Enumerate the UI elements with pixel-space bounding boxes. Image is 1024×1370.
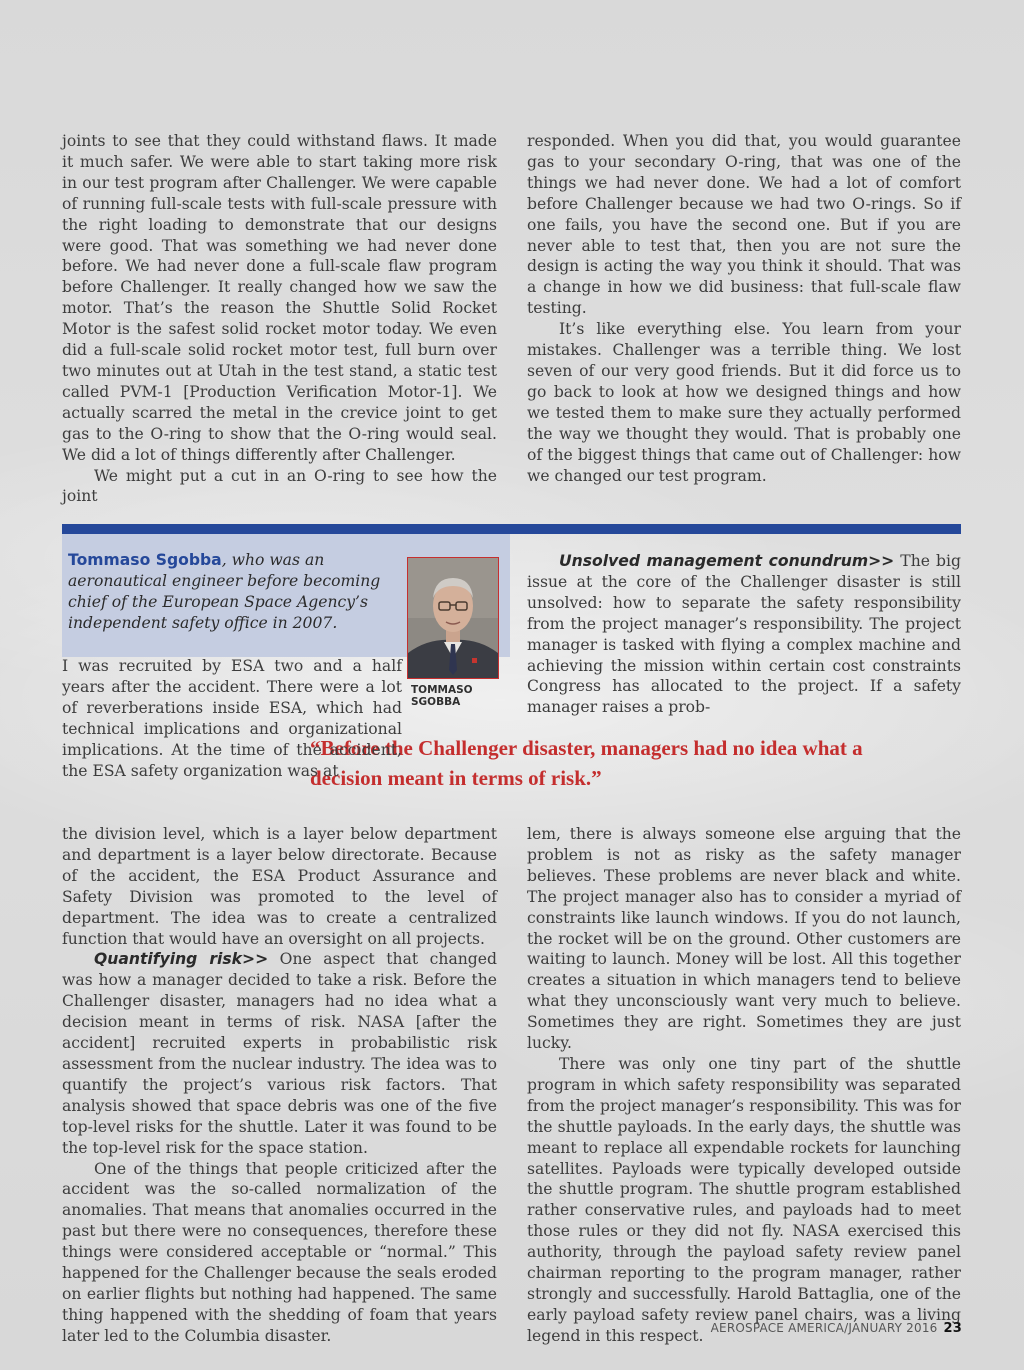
top-left-column xyxy=(62,131,497,507)
lower-right-upper-text xyxy=(527,551,961,718)
portrait-illustration xyxy=(408,558,498,678)
page-number: 23 xyxy=(943,1321,962,1336)
section-divider xyxy=(62,524,961,534)
lower-right-paragraph-1a xyxy=(527,551,961,718)
top-left-paragraph-2: We might put a cut in an O-ring to see how the joint xyxy=(62,466,497,506)
publication-name: AEROSPACE AMERICA/JANUARY 2016 xyxy=(710,1321,938,1335)
lower-left-paragraph-3: One of the things that people criticized after the accident was the so-called normalization of the anomalies. That means that anomalies occurred in the past but there were no consequences, therefore these things were considered acceptable or “normal.” This happened for the Challenger because the seals eroded on earlier flights but nothing had happened. The same thing happened with the shedding of foam that years later led to the Columbia disaster. xyxy=(62,1159,497,1345)
bio-intro xyxy=(68,550,403,634)
bio-name: Tommaso Sgobba xyxy=(68,551,222,569)
lower-left-narrow-text xyxy=(62,656,402,781)
lower-right-paragraph-1b: lem, there is always someone else arguing that the problem is not as risky as the safety manager believes. These problems are never black and white. The project manager also has to consider a myriad of constraints like launch windows. If you do not launch, the rocket will be on the ground. Other customers are waiting to launch. Money will be lost. All this together creates a situation in which managers tend to believe what they unconsciously want very much to believe. Sometimes they are right. Sometimes they are just lucky. xyxy=(527,825,961,1053)
unsolved-management-heading: Unsolved management conundrum>> xyxy=(559,552,895,570)
lower-left-column xyxy=(62,824,497,1347)
page-footer xyxy=(700,1321,962,1336)
unsolved-management-text: The big issue at the core of the Challenger disaster is still unsolved: how to separate the safety responsibility from the project manager’s responsibility. The project manager is tasked with flying a complex machine and achieving the mission within certain cost constraints Congress has allocated to the project. If a safety manager raises a prob- xyxy=(527,552,961,717)
top-right-paragraph-1: responded. When you did that, you would guarantee gas to your secondary O-ring, that was one of the things we had never done. We had a lot of comfort before Challenger because we had two O-rings. So if one fails, you have the second one. But if you are never able to test that, then you are not sure the design is acting the way you think it should. That was a change in how we did business: that full-scale flaw testing. xyxy=(527,132,961,318)
lower-left-paragraph-2 xyxy=(62,949,497,1158)
top-right-paragraph-2: It’s like everything else. You learn from your mistakes. Challenger was a terrible thing. We lost seven of our very good friends. But it did force us to go back to look at how we designed things and how we tested them to make sure they actually performed the way we thought they would. That is probably one of the biggest things that came out of Challenger: how we changed our test program. xyxy=(527,320,961,485)
top-right-column xyxy=(527,131,961,486)
portrait-photo xyxy=(407,557,499,679)
lower-left-paragraph-1b: the division level, which is a layer below department and department is a layer below directorate. Because of the accident, the ESA Product Assurance and Safety Division was promoted to the level of department. The idea was to create a centralized function that would have an oversight on all projects. xyxy=(62,825,497,948)
quantifying-risk-text: One aspect that changed was how a manager decided to take a risk. Before the Challenger disaster, managers had no idea what a decision meant in terms of risk. NASA [after the accident] recruited experts in probabilistic risk assessment from the nuclear industry. The idea was to quantify the project’s various risk factors. That analysis showed that space debris was one of the five top-level risks for the shuttle. Later it was found to be the top-level risk for the space station. xyxy=(62,950,497,1157)
bio-description: , who was an aeronautical engineer before becoming chief of the European Space Agency’s independent safety office in 2007. xyxy=(68,551,381,632)
lower-right-column xyxy=(527,824,961,1347)
pull-quote: “Before the Challenger disaster, managers had no idea what a decision meant in terms of risk.” xyxy=(310,736,863,790)
top-left-paragraph-1: joints to see that they could withstand flaws. It made it much safer. We were able to start taking more risk in our test program after Challenger. We were capable of running full-scale tests with full-scale pressure with the right loading to demonstrate that our designs were good. That was something we had never done before. We had never done a full-scale flaw program before Challenger. It really changed how we saw the motor. That’s the reason the Shuttle Solid Rocket Motor is the safest solid rocket motor today. We even did a full-scale solid rocket motor test, full burn over two minutes out at Utah in the test stand, a static test called PVM-1 [Production Verification Motor-1]. We actually scarred the metal in the crevice joint to get gas to the O-ring to show that the O-ring would seal. We did a lot of things differently after Challenger. xyxy=(62,132,497,464)
quantifying-risk-heading: Quantifying risk>> xyxy=(94,950,269,969)
lower-right-paragraph-2: There was only one tiny part of the shuttle program in which safety responsibility was separated from the project manager’s responsibility. This was for the shuttle payloads. In the early days, the shuttle was meant to replace all expendable rockets for launching satellites. Payloads were typically developed outside the shuttle program. The shuttle program established rather conservative rules, and payloads had to meet those rules or they did not fly. NASA exercised this authority, through the payload safety review panel chairman reporting to the program manager, rather strongly and successfully. Harold Battaglia, one of the early payload safety review panel chairs, was a living legend in this respect. xyxy=(527,1054,961,1345)
lower-left-paragraph-1a: I was recruited by ESA two and a half years after the accident. There were a lot of reverberations inside ESA, which had technical implications and organizational implications. At the time of the accident, the ESA safety organization was at xyxy=(62,657,402,780)
photo-caption: TOMMASO SGOBBA xyxy=(411,684,473,708)
